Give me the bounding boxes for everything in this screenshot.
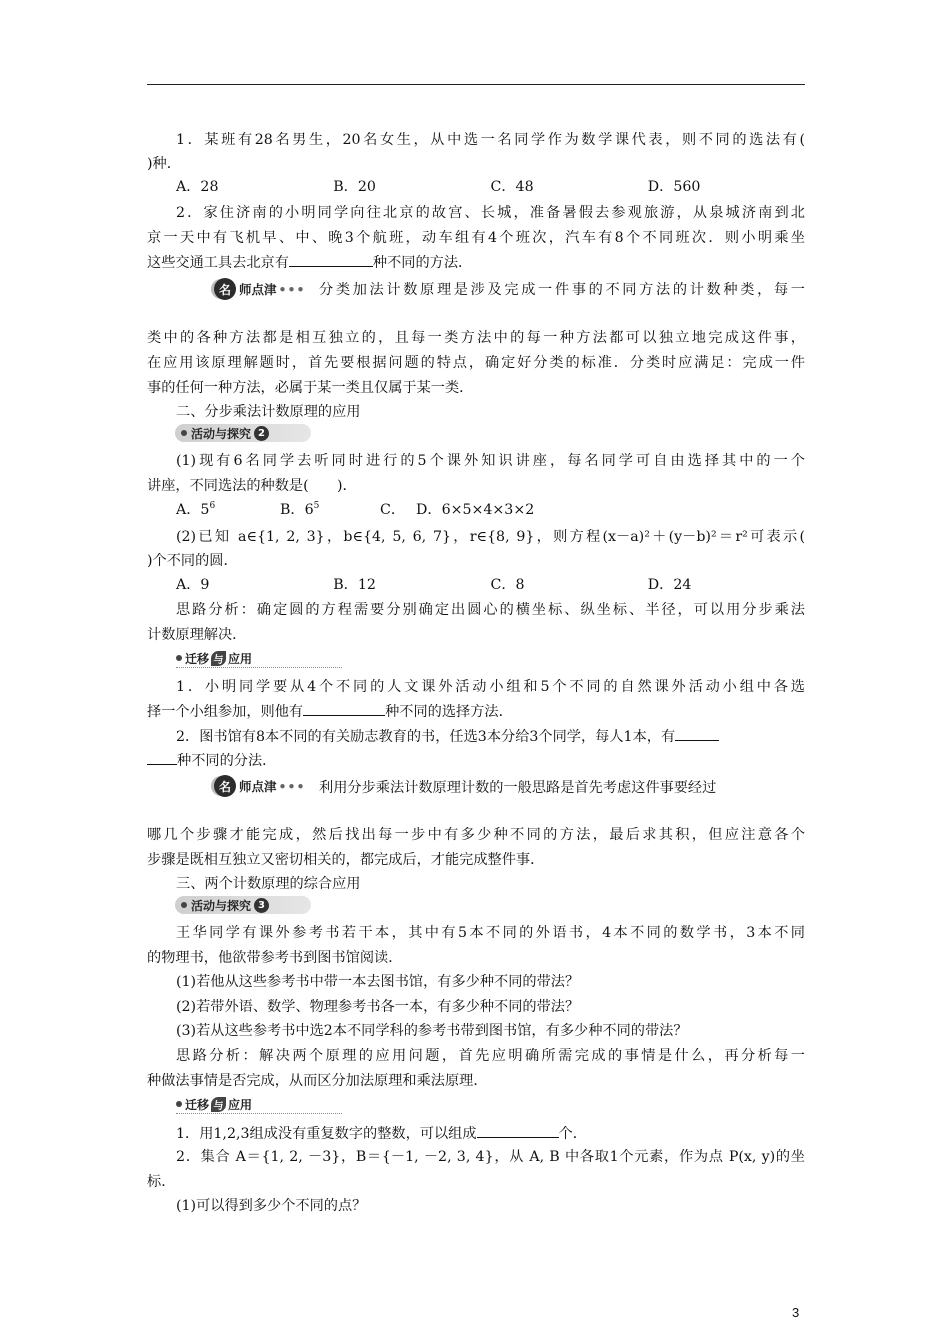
ex3-text: 1．用1,2,3组成没有重复数字的整数，可以组成 个．: [147, 1123, 805, 1144]
q1-text-cont: )种．: [147, 156, 181, 172]
tip1-text: 分类加法计数原理是涉及完成一件事的不同方法的计数种类，每一: [319, 282, 805, 298]
q2-text-end: 这些交通工具去北京有 种不同的方法．: [147, 252, 805, 273]
problem3-text-cont: 的物理书，他欲带参考书到图书馆阅读．: [147, 950, 403, 966]
option-d: D．6×5×4×3×2: [416, 502, 535, 518]
option-c: C．: [380, 502, 406, 518]
apply-label-2: 迁移 与 应用: [176, 650, 252, 666]
number-badge: 3: [254, 898, 269, 913]
option-b: B．12: [333, 577, 376, 593]
problem3-sub3: (3)若从这些参考书中选2本不同学科的参考书带到图书馆，有多少种不同的带法？: [176, 1023, 688, 1039]
answer-blank: [147, 750, 177, 765]
apply-label-3: 迁移 与 应用: [176, 1096, 252, 1112]
problem2-options: [147, 575, 805, 595]
dotted-rule: [176, 667, 342, 668]
tip2-text-2: 哪几个步骤才能完成，然后找出每一步中有多少种不同的方法，最后求其积，但应注意各个: [147, 827, 805, 843]
analysis-text: 思路分析：确定圆的方程需要分别确定出圆心的横坐标、纵坐标、半径，可以用分步乘法: [176, 602, 805, 618]
ex2-text: 2．图书馆有8本不同的有关励志教育的书，任选3本分给3个同学，每人1本，有: [147, 726, 805, 747]
tip2-text-3: 步骤是既相互独立又密切相关的，都完成后，才能完成整件事．: [147, 852, 545, 868]
tip2-text: 利用分步乘法计数原理计数的一般思路是首先考虑这件事要经过: [319, 780, 717, 796]
section-heading-2: 二、分步乘法计数原理的应用: [176, 404, 361, 420]
answer-blank: [289, 252, 373, 267]
problem1-text: (1)现有6名同学去听同时进行的5个课外知识讲座，每名同学可自由选择其中的一个: [176, 453, 805, 469]
teacher-tip-label: 名 师点津 •••: [214, 277, 305, 301]
analysis-text: 思路分析：解决两个原理的应用问题，首先应明确所需完成的事情是什么，再分析每一: [176, 1048, 805, 1064]
ex2-text-cont: 种不同的分法．: [147, 750, 805, 771]
seal-icon: 名: [214, 278, 236, 300]
option-a: A．9: [176, 577, 210, 593]
option-d: D．24: [647, 577, 692, 593]
page-number: 3: [792, 1305, 800, 1320]
option-b: B．20: [333, 179, 376, 195]
tip1-text-4: 事的任何一种方法，必属于某一类且仅属于某一类．: [147, 380, 474, 396]
leaf-icon: 与: [211, 651, 226, 666]
problem3-sub1: (1)若他从这些参考书中带一本去图书馆，有多少种不同的带法？: [176, 974, 580, 990]
bullet-icon: [176, 655, 182, 661]
ex4-sub1: (1)可以得到多少个不同的点？: [176, 1198, 367, 1214]
analysis-text-cont: 种做法事情是否完成，从而区分加法原理和乘法原理．: [147, 1073, 488, 1089]
option-c: C．8: [490, 577, 525, 593]
bullet-icon: [176, 1101, 182, 1107]
problem1-options: [147, 500, 805, 520]
analysis-text-cont: 计数原理解决．: [147, 627, 247, 643]
option-a: A．28: [176, 179, 219, 195]
ex1-text: 1．小明同学要从4个不同的人文课外活动小组和5个不同的自然课外活动小组中各选: [176, 679, 805, 695]
leaf-icon: 与: [211, 1097, 226, 1112]
dots-icon: •••: [278, 281, 306, 297]
problem3-sub2: (2)若带外语、数学、物理参考书各一本，有多少种不同的带法？: [176, 999, 580, 1015]
number-badge: 2: [254, 426, 269, 441]
header-rule: [147, 84, 805, 85]
q1-options: [147, 177, 805, 197]
option-b: B．$6^5$: [280, 501, 320, 518]
ex4-text-cont: 标．: [147, 1174, 176, 1190]
section-heading-3: 三、两个计数原理的综合应用: [176, 876, 361, 892]
problem2-text: (2)已知 a∈{1, 2, 3}，b∈{4, 5, 6, 7}，r∈{8, 9}，则方程(x－a)²＋(y－b)²＝r²可表示(: [176, 529, 805, 545]
tip1-text-3: 在应用该原理解题时，首先要根据问题的特点，确定好分类的标准．分类时应满足：完成一件: [147, 355, 805, 371]
q2-text: 2．家住济南的小明同学向往北京的故宫、长城，准备暑假去参观旅游，从泉城济南到北: [176, 205, 805, 221]
option-c: C．48: [490, 179, 534, 195]
dots-icon: •••: [278, 778, 306, 794]
problem2-text-cont: )个不同的圆．: [147, 553, 238, 569]
problem3-text: 王华同学有课外参考书若干本，其中有5本不同的外语书，4本不同的数学书，3本不同: [176, 925, 805, 941]
problem1-text-cont: 讲座，不同选法的种数是( )．: [147, 478, 357, 494]
q2-text-cont: 京一天中有飞机早、中、晚3个航班，动车组有4个班次，汽车有8个不同班次．则小明乘坐: [147, 230, 805, 246]
seal-icon: 名: [214, 775, 236, 797]
activity-badge-3: 活动与探究 3: [175, 896, 311, 914]
option-d: D．560: [647, 179, 701, 195]
answer-blank: [477, 1123, 559, 1138]
ex4-text: 2．集合 A＝{1, 2, －3}，B＝{－1, －2, 3, 4}，从 A, B 中各取1个元素，作为点 P(x, y)的坐: [176, 1149, 805, 1165]
bullet-icon: [181, 902, 187, 908]
teacher-tip-label: 名 师点津 •••: [214, 774, 305, 798]
answer-blank: [303, 701, 385, 716]
dotted-rule: [176, 1113, 342, 1114]
tip1-text-2: 类中的各种方法都是相互独立的，且每一类方法中的每一种方法都可以独立地完成这件事，: [147, 330, 805, 346]
answer-blank: [675, 726, 719, 741]
q1-text: 1．某班有28名男生，20名女生，从中选一名同学作为数学课代表，则不同的选法有(: [176, 132, 805, 148]
activity-badge-2: 活动与探究 2: [175, 424, 311, 442]
ex1-text-cont: 择一个小组参加，则他有 种不同的选择方法．: [147, 701, 805, 722]
option-a: A．$5^6$: [176, 501, 216, 518]
bullet-icon: [181, 430, 187, 436]
